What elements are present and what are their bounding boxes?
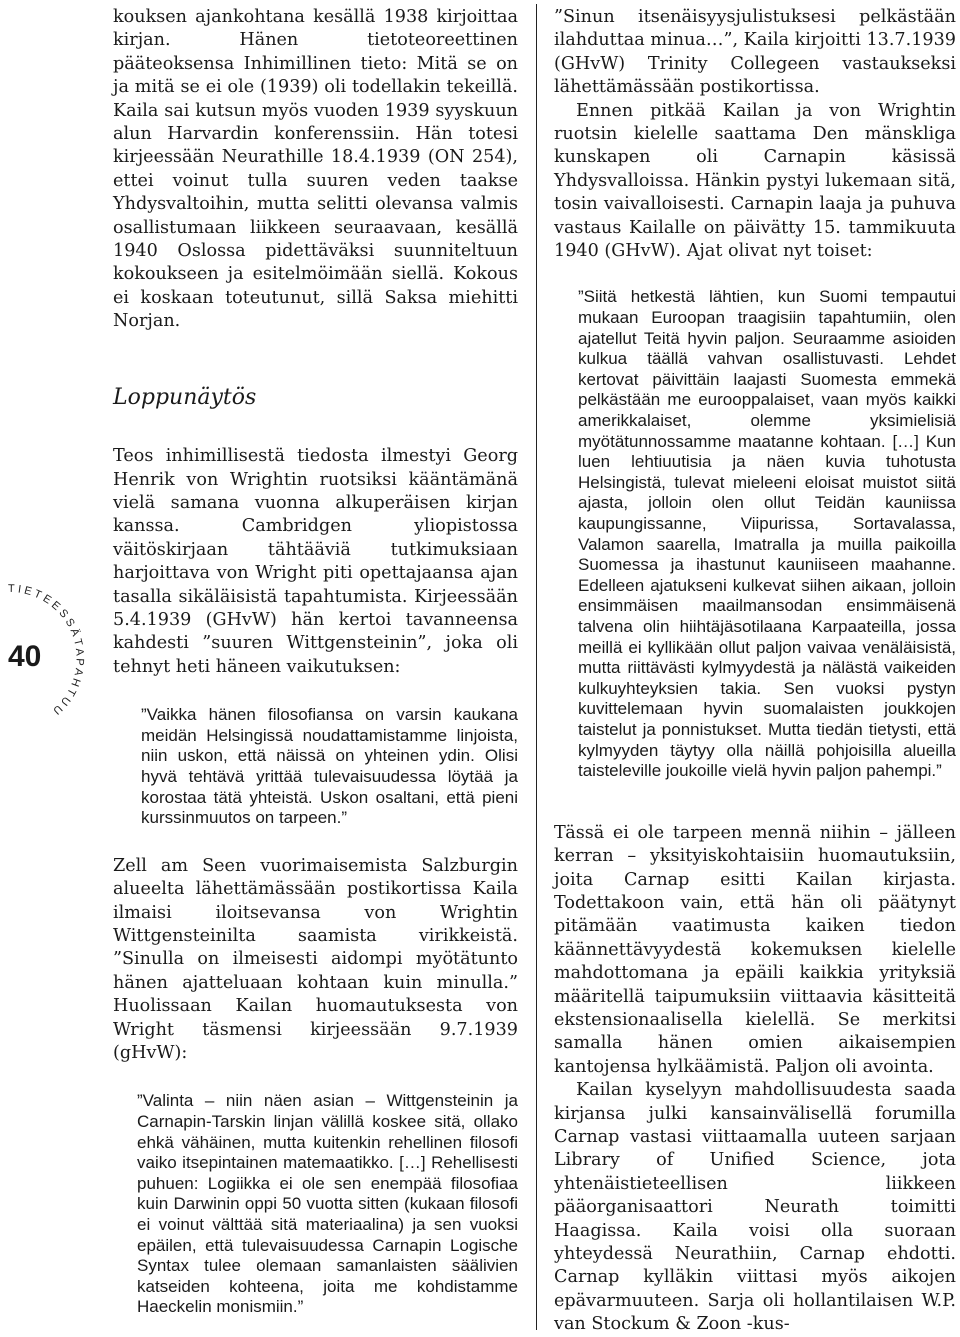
left-paragraph-2: Teos inhimillisestä tiedosta ilmestyi Georg Henrik von Wrightin ruotsiksi kääntämänä vielä samana vuonna alkuperäisen kirjan kanssa. Cambridgen yliopistossa väitöskirjaan tähtääviä tutkimuksiaan harjoittava von Wright piti opettajaansa ajan tasalla sikäläisistä tapahtumista. Kirjeessään 5.4.1939 (GHvW) hän kertoi tavanneensa kahdesti ”suuren Wittgensteinin”, joka oli tehnyt heti häneen vaikutuksen: — [113, 446, 518, 677]
section-heading: Loppunäytös — [113, 384, 257, 410]
right-column — [554, 6, 956, 1337]
page-number: 40 — [8, 640, 42, 673]
right-paragraph-1: ”Sinun itsenäisyysjulistuksesi pelkästään ilahduttaa minua…”, Kaila kirjoitti 13.7.1939 (GHvW) Trinity Collegeen vastaukseksi lähettämässään postikortissa. — [554, 7, 956, 98]
left-quote-2: ”Valinta – niin näen asian – Wittgensteinin ja Carnapin-Tarskin linjan välillä koskee sitä, ollako ehkä vähäinen, mutta kuitenkin rehellinen filosofi vaiko itsepintainen matemaatikko. […] Rehellisesti puhuen: Logiikka ei ole sen enempää filosofiaa kuin Darwinin oppi 50 vuotta sitten (kukaan filosofi ei voinut välttää sitä materiaalina) ja sen vuoksi epäilen, että tulevaisuudessa Carnapin Logische Syntax tulee olemaan samanlaisten säälivien katseiden kohteena, joita me kohdistamme Haeckelin monismiin.” — [137, 1091, 518, 1317]
left-quote-1: ”Vaikka hänen filosofiansa on varsin kaukana meidän Helsingissä noudattamistamme linjoista, niin uskon, että näissä on yhteinen ydin. Olisi hyvä tehtävä yrittää tulevaisuudessa löytää ja korostaa tätä yhteistä. Uskon osaltani, että pieni kurssinmuutos on tarpeen.” — [141, 705, 518, 828]
left-column — [113, 6, 518, 1318]
left-paragraph-1: kouksen ajankohtana kesällä 1938 kirjoittaa kirjan. Hänen tietoteoreettinen pääteoksensa Inhimillinen tieto: Mitä se on ja mitä se ei ole (1939) oli todellakin tekeillä. Kaila sai kutsun myös vuoden 1939 syyskuun alun Harvardin konferenssiin. Hän totesi kirjeessään Neurathille 18.4.1939 (ON 254), ettei voinut tulla suuren veden taakse Yhdysvaltoihin, mutta selitti olevansa valmis osallistumaan liikkeen seuraavaan, kesällä 1940 Oslossa pidettäväksi suunniteltuun kokoukseen ja esitelmöimään siellä. Kokous ei koskaan toteutunut, sillä Saksa miehitti Norjan. — [113, 7, 518, 332]
right-quote-1: ”Siitä hetkestä lähtien, kun Suomi tempautui mukaan Euroopan traagisiin tapahtumiin, olen ajatellut Teitä hyvin paljon. Seuraamme asioiden kulkua täällä vahvan osallistuvasti. Lehdet kertovat päivittäin laajasti Suomesta emmekä pelkästään me eurooppalaiset, vaan myös kaikki amerikkalaiset, olemme yksimielisiä myötätunnossamme maatanne kohtaan. […] Kun luen lehtiuutisia ja näen kuvia tuhotusta Helsingistä, tulevat mieleeni eloisat muistot siitä ajasta, jolloin olen ollut Teidän kauniissa kaupungissanne, Viipurissa, Sortavalassa, Valamon saarella, Imatralla ja muilla paikoilla Suomessa ja ihastunut kauniiseen maahanne. Edelleen ajatukseni kulkevat siihen aikaan, jolloin ensimmäisen maailmansodan ensimmäisenä talvena olin hiihtäjäsotilaana Karpaateilla, jossa meillä ei kyllikään ollut paljon vaivaa venäläisistä, mutta riittävästi kylmyydestä ja nälästä vaikeiden kulkuyhteyksien takia. Sen vuoksi pystyn kuvittelemaan hyvin suomalaisten joukkojen taistelut ja ponnistukset. Mutta tiedän tietysti, että kylmyyden täytyy olla näillä pohjoisilla alueilla taisteleville joukoille vielä hyvin paljon pahempi.” — [578, 287, 956, 781]
column-divider — [536, 4, 537, 1330]
left-paragraph-3: Zell am Seen vuorimaisemista Salzburgin alueelta lähettämässään postikortissa Kaila ilmaisi iloitsevansa von Wrightin Wittgensteinilta saamista virikkeistä. ”Sinulla on ilmeisesti aidompi myötätunto hänen ajatteluaan kohtaan kuin minulla.” Huolissaan Kailan huomautuksesta von Wright täsmensi kirjeessään 9.7.1939 (gHvW): — [113, 855, 518, 1063]
running-head-text: T I E T E E S S Ä T A P A H T U U — [7, 582, 86, 717]
right-paragraph-2: Ennen pitkää Kailan ja von Wrightin ruotsin kielelle saattama Den mänskliga kunskapen oli Carnapin käsissä Yhdysvalloissa. Hänkin pystyi lukemaan sitä, tosin vaivalloisesti. Carnapin laaja ja puhuva vastaus Kailalle on päivätty 15. tammikuuta 1940 (GHvW). Ajat olivat nyt toiset: — [554, 100, 956, 262]
right-paragraph-3: Tässä ei ole tarpeen mennä niihin – jälleen kerran – yksityiskohtaisiin huomautuksiin, joita Carnap esitti Kailan kirjasta. Todettakoon vain, että hän oli päätynyt pitämään vaatimusta kaiken tiedon käännettävyydestä kokemuksen kielelle mahdottomana ja epäili kaikkia yrityksiä määritellä taipumuksiin viittaavia käsitteitä ekstensionaalisella kielellä. Se merkitsi samalla hänen omien aikaisempien kantojensa hylkäämistä. Paljon oli avointa. — [554, 822, 956, 1077]
right-paragraph-4: Kailan kyselyyn mahdollisuudesta saada kirjansa julki kansainvälisellä forumilla Carnap vastasi viittaamalla uuteen sarjaan Library of Unified Science, jota yhtenäistieteellisen liikkeen pääorganisaattori Neurath toimitti Haagissa. Kaila voisi olla suoraan yhteydessä Neurathiin, Carnap ehdotti. Carnap kylläkin viittasi myös aikojen epävarmuuteen. Sarja oli hollantilaisen W.P. van Stockum & Zoon -kus- — [554, 1080, 956, 1335]
